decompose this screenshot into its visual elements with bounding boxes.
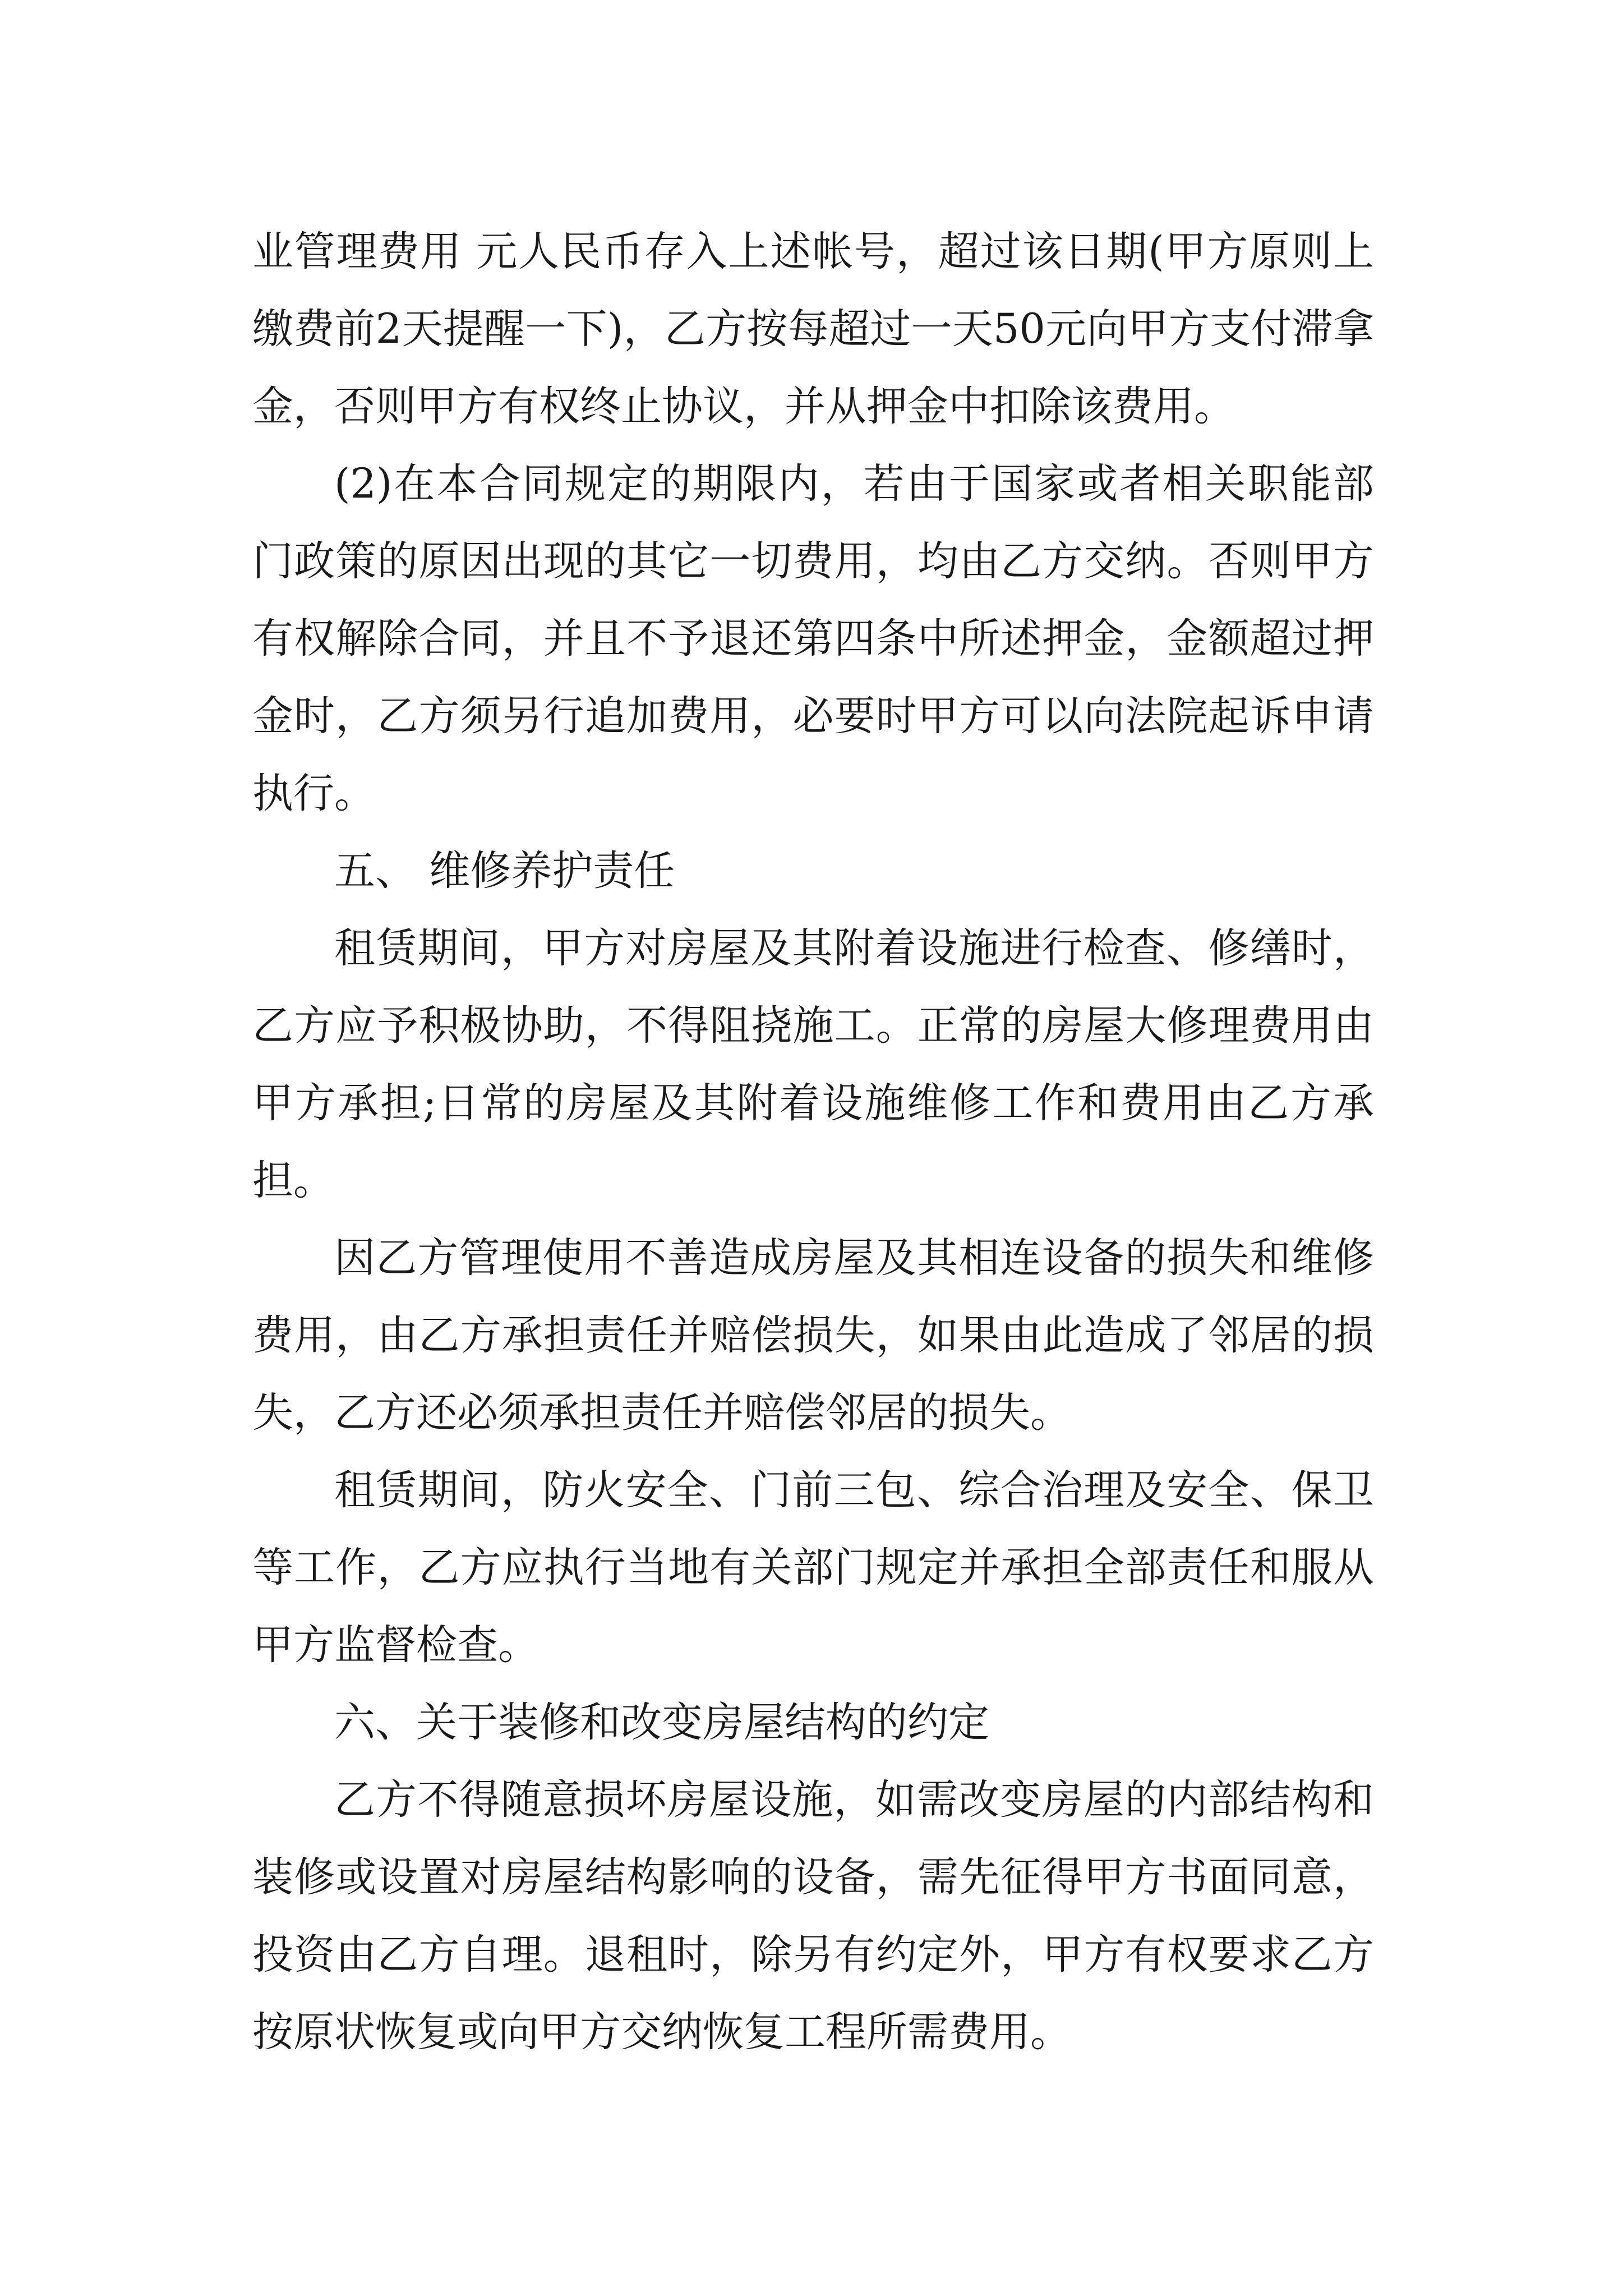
paragraph-renovation-rules: 乙方不得随意损坏房屋设施，如需改变房屋的内部结构和装修或设置对房屋结构影响的设备，需先征得甲方书面同意，投资由乙方自理。退租时，除另有约定外，甲方有权要求乙方按原状恢复或向甲方交纳恢复工程所需费用。 xyxy=(252,1776,1374,2056)
section-heading-maintenance: 五、 维修养护责任 xyxy=(334,847,675,895)
paragraph-inspection-repair: 租赁期间，甲方对房屋及其附着设施进行检查、修缮时，乙方应予积极协助，不得阻挠施工。正常的房屋大修理费用由甲方承担;日常的房屋及其附着设施维修工作和费用由乙方承担。 xyxy=(252,924,1374,1204)
paragraph-continuation: 业管理费用 元人民币存入上述帐号，超过该日期(甲方原则上缴费前2天提醒一下)，乙方按每超过一天50元向甲方支付滞拿金，否则甲方有权终止协议，并从押金中扣除该费用。 xyxy=(252,228,1374,430)
section-heading-renovation: 六、关于装修和改变房屋结构的约定 xyxy=(334,1699,989,1746)
paragraph-safety-duties: 租赁期间，防火安全、门前三包、综合治理及安全、保卫等工作，乙方应执行当地有关部门规定并承担全部责任和服从甲方监督检查。 xyxy=(252,1466,1374,1669)
document-page xyxy=(252,213,1374,2071)
paragraph-damage-liability: 因乙方管理使用不善造成房屋及其相连设备的损失和维修费用，由乙方承担责任并赔偿损失，如果由此造成了邻居的损失，乙方还必须承担责任并赔偿邻居的损失。 xyxy=(252,1234,1374,1437)
paragraph-fees-policy: (2)在本合同规定的期限内，若由于国家或者相关职能部门政策的原因出现的其它一切费用，均由乙方交纳。否则甲方有权解除合同，并且不予退还第四条中所述押金，金额超过押金时，乙方须另行追加费用，必要时甲方可以向法院起诉申请执行。 xyxy=(252,460,1374,817)
